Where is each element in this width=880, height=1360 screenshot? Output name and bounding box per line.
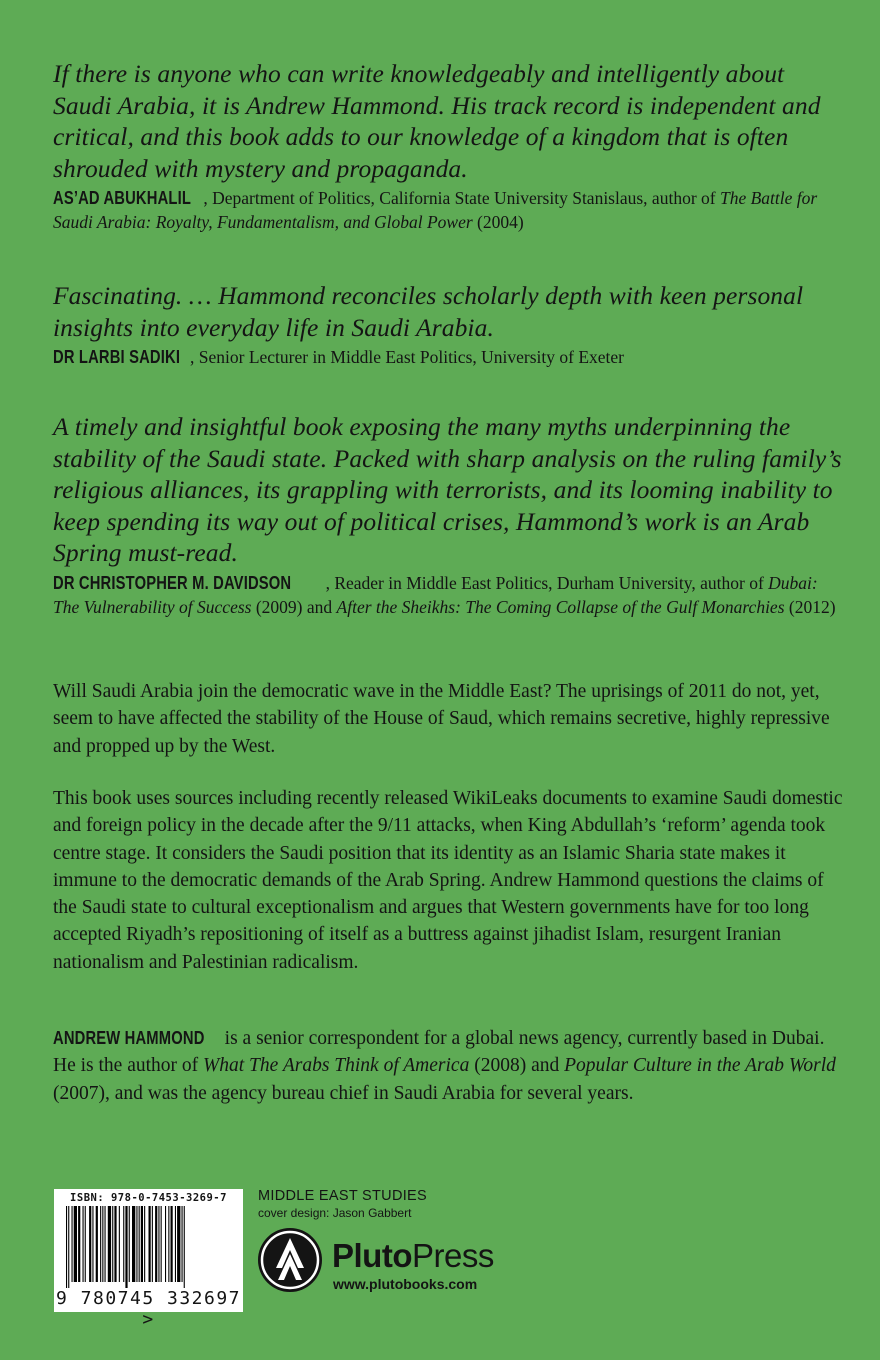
quote-text: If there is anyone who can write knowledgeably and intelligently about Saudi Arabia, it is Andrew Hammond. His track record is independent and critical, and this book adds to our knowledge of a kingdom that is often shrouded with mystery and propaganda.	[53, 59, 821, 183]
barcode-bar	[78, 1206, 80, 1282]
barcode-bar	[105, 1206, 106, 1282]
barcode-bar	[66, 1206, 67, 1288]
barcode-bar	[68, 1206, 69, 1288]
barcode-bar	[129, 1206, 130, 1282]
reviewer-name: AS’AD ABUKHALIL	[53, 188, 192, 208]
isbn-label: ISBN: 978-0-7453-3269-7	[70, 1192, 227, 1204]
barcode-bar	[184, 1206, 185, 1288]
barcode-bar	[152, 1206, 153, 1282]
reviewer-affiliation: , Department of Politics, California State University Stanislaus, author of	[203, 188, 720, 208]
publisher-name: PlutoPress	[332, 1237, 494, 1274]
barcode-bar	[100, 1206, 101, 1282]
barcode-bar	[141, 1206, 143, 1282]
barcode-bar	[108, 1206, 111, 1282]
barcode-bar	[83, 1206, 84, 1282]
isbn-barcode	[54, 1189, 243, 1330]
barcode-bar	[139, 1206, 140, 1282]
reviewer-book-title: After the Sheikhs: The Coming Collapse of the Gulf Monarchies	[336, 596, 785, 617]
barcode-bar	[158, 1206, 159, 1282]
barcode-bar	[177, 1206, 180, 1282]
reviewer-affiliation: , Reader in Middle East Politics, Durham University, author of	[325, 572, 769, 593]
barcode-icon	[66, 1206, 231, 1288]
barcode-bar	[182, 1206, 183, 1282]
barcode-bar	[102, 1206, 103, 1282]
reviewer-affiliation: , Senior Lecturer in Middle East Politics, University of Exeter	[190, 347, 624, 367]
author-bio: ANDREW HAMMOND is a senior correspondent for a global news agency, currently based in Dubai. He is the author of What The Arabs Think of America (2008) and Popular Culture in the Arab World (2007), and was the agency bureau chief in Saudi Arabia for several years.	[53, 1025, 843, 1107]
barcode-bar	[155, 1206, 157, 1282]
series-info	[258, 1187, 427, 1221]
author-name: ANDREW HAMMOND	[53, 1028, 205, 1048]
barcode-bar	[171, 1206, 173, 1282]
author-book-title: What The Arabs Think of America	[203, 1055, 470, 1077]
barcode-bar	[144, 1206, 145, 1282]
review-quote-3	[53, 411, 843, 619]
series-label: MIDDLE EAST STUDIES	[258, 1188, 427, 1204]
barcode-bar	[165, 1206, 166, 1282]
quote-attribution	[53, 571, 843, 619]
reviewer-name: DR CHRISTOPHER M. DAVIDSON	[53, 572, 292, 593]
description-paragraph-1: Will Saudi Arabia join the democratic wave in the Middle East? The uprisings of 2011 do not, yet, seem to have affected the stability of the House of Saud, which remains secretive, highly repressive and propped up by the West.	[53, 681, 830, 757]
publisher-website: www.plutobooks.com	[333, 1276, 478, 1292]
barcode-bar	[114, 1206, 116, 1282]
reviewer-book-title: Dubai: The Vulnerability of Success	[53, 572, 818, 617]
reviewer-book-title: The Battle for Saudi Arabia: Royalty, Fundamentalism, and Global Power	[53, 188, 818, 232]
barcode-bar	[96, 1206, 98, 1282]
logo-mark-icon	[258, 1228, 322, 1292]
barcode-bar	[149, 1206, 151, 1282]
reviewer-name: DR LARBI SADIKI	[53, 347, 181, 367]
review-quote-1	[53, 58, 843, 234]
pluto-press-logo-icon	[258, 1228, 322, 1292]
barcode-bar	[168, 1206, 169, 1282]
barcode-bar	[125, 1206, 127, 1288]
barcode-bar	[112, 1206, 113, 1282]
barcode-bar	[119, 1206, 120, 1282]
barcode-bar	[136, 1206, 137, 1282]
description-paragraph-2: This book uses sources including recently released WikiLeaks documents to examine Saudi domestic and foreign policy in the decade after the 9/11 attacks, when King Abdullah’s ‘reform’ agenda took centre stage. It considers the Saudi position that its identity as an Islamic Sharia state makes it immune to the democratic demands of the Arab Spring. Andrew Hammond questions the claims of the Saudi state to cultural exceptionalism and argues that Western governments have for too long accepted Riyadh’s repositioning of itself as a buttress against jihadist Islam, resurgent Iranian nationalism and Palestinian radicalism.	[53, 788, 843, 973]
reviewer-book-year: (2012)	[784, 596, 836, 617]
barcode-bar	[89, 1206, 91, 1282]
quote-text: Fascinating. … Hammond reconciles scholarly depth with keen personal insights into everyday life in Saudi Arabia.	[53, 281, 804, 342]
barcode-bar	[92, 1206, 93, 1282]
cover-design-credit: cover design: Jason Gabbert	[258, 1206, 412, 1220]
reviewer-book-year: (2009) and	[251, 596, 337, 617]
quote-text: A timely and insightful book exposing the many myths underpinning the stability of the Saudi state. Packed with sharp analysis on the ruling family’s religious alliances, its grappling with terrorists, and its looming inability to keep spending its way out of political crises, Hammond’s work is an Arab Spring must-read.	[53, 412, 842, 567]
author-book-title: Popular Culture in the Arab World	[564, 1055, 836, 1077]
review-quote-2	[53, 280, 843, 369]
isbn-digits: 9 780745 332697 >	[55, 1288, 242, 1330]
quote-attribution	[53, 186, 843, 234]
barcode-bar	[74, 1206, 77, 1282]
barcode-bar	[132, 1206, 135, 1282]
barcode-bar	[175, 1206, 176, 1282]
quote-attribution	[53, 345, 843, 369]
barcode-bar	[123, 1206, 124, 1282]
barcode-bar	[72, 1206, 73, 1282]
barcode-bar	[161, 1206, 162, 1282]
barcode-bar	[85, 1206, 86, 1282]
reviewer-book-year: (2004)	[472, 212, 524, 232]
